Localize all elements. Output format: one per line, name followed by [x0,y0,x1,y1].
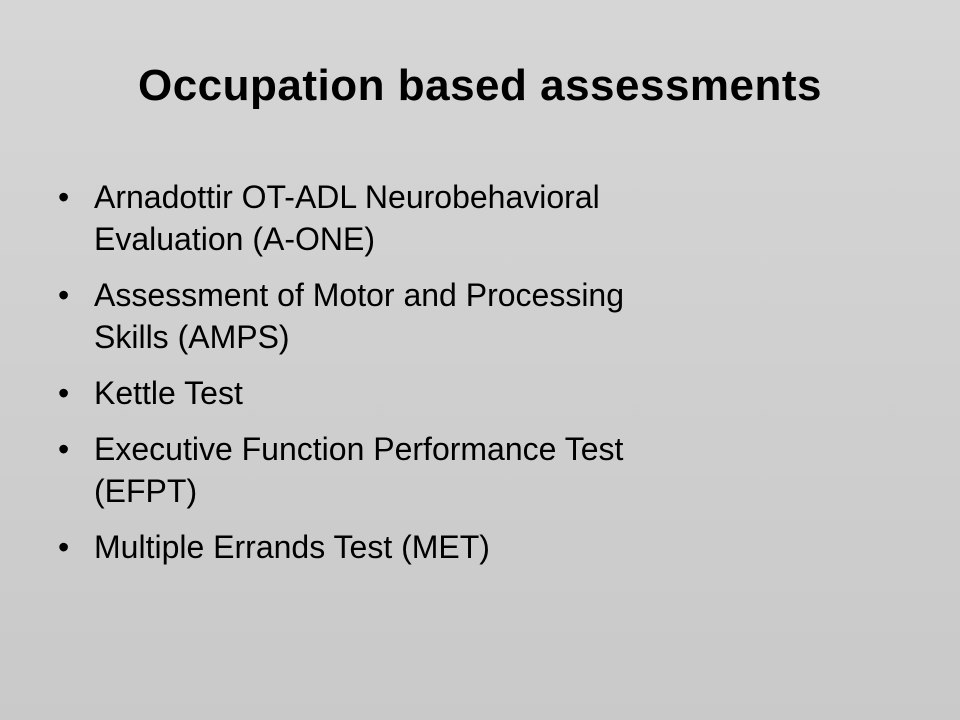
bullet-icon: • [58,431,70,467]
bullet-text: Multiple Errands Test (MET) [94,529,490,565]
list-item [58,176,918,260]
bullet-list [58,176,918,582]
bullet-text: Executive Function Performance Test (EFPT) [94,431,624,509]
list-item [58,372,918,414]
bullet-icon: • [58,179,70,215]
bullet-text: Assessment of Motor and Processing Skills (AMPS) [94,277,625,355]
bullet-icon: • [58,529,70,565]
bullet-icon: • [58,277,70,313]
bullet-text: Arnadottir OT-ADL Neurobehavioral Evaluation (A-ONE) [94,179,600,257]
bullet-text: Kettle Test [94,375,243,411]
list-item [58,274,918,358]
bullet-icon: • [58,375,70,411]
list-item [58,526,918,568]
slide-title: Occupation based assessments [137,61,823,110]
list-item [58,428,918,512]
